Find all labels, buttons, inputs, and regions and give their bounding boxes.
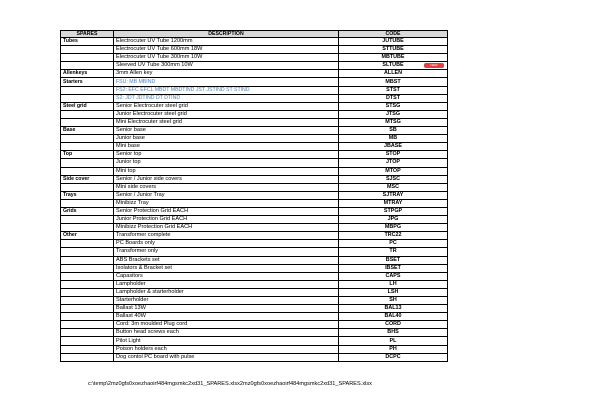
description-cell: PC Boards only [114,240,339,248]
section-cell: Starters [61,78,114,86]
header-row [61,31,448,38]
description-cell: Ballast 40W [114,313,339,321]
code-text: BSET [385,256,401,263]
code-text: DTST [385,94,401,101]
code-text: JBASE [384,143,402,150]
code-cell [339,110,448,118]
code-text: STOP [385,151,401,158]
table-row [61,224,448,232]
code-text: PH [389,345,397,352]
table-row [61,337,448,345]
section-cell [61,329,114,337]
code-text: BAL13 [384,305,402,312]
code-cell [339,167,448,175]
code-cell [339,70,448,78]
table-row [61,70,448,78]
description-cell: Sleeved UV Tube 300mm 10W [114,62,339,70]
code-text: SLTUBE [382,62,404,69]
section-cell [61,305,114,313]
code-cell [339,102,448,110]
code-cell [339,248,448,256]
description-cell: Minibizz Protection Grid EACH [114,224,339,232]
section-cell [61,272,114,280]
table-row [61,159,448,167]
description-cell: Senior Protection Grid EACH [114,207,339,215]
section-cell [61,54,114,62]
section-cell [61,143,114,151]
description-cell: S2: JDT JDTIND DT DTIND [114,94,339,102]
description-cell: Junior top [114,159,339,167]
code-text: PL [389,337,397,344]
section-cell: Tubes [61,38,114,46]
description-cell: Ballast 13W [114,305,339,313]
description-cell: Junior base [114,135,339,143]
description-cell: Lampholder [114,280,339,288]
header-description: DESCRIPTION [114,31,339,38]
code-cell [339,264,448,272]
code-text: JPG [387,216,399,223]
table-row [61,232,448,240]
code-text: STST [386,86,400,93]
code-cell [339,321,448,329]
section-cell [61,216,114,224]
section-cell [61,110,114,118]
code-cell [339,118,448,126]
description-cell: Poison holders each [114,345,339,353]
table-row [61,297,448,305]
description-cell: Transformer complete [114,232,339,240]
table-row [61,199,448,207]
section-cell [61,321,114,329]
code-text: CORD [385,321,401,328]
code-text: SJTRAY [382,191,404,198]
table-row [61,272,448,280]
section-cell [61,199,114,207]
description-cell: Minibizz Tray [114,199,339,207]
table-row [61,46,448,54]
code-text: PC [389,240,397,247]
table-row [61,143,448,151]
section-cell [61,240,114,248]
header-spares: SPARES [61,31,114,38]
code-text: MSC [387,183,399,190]
section-cell [61,86,114,94]
description-cell: Senior top [114,151,339,159]
code-cell [339,62,448,70]
table-row [61,94,448,102]
description-cell: Lampholder & starterholder [114,288,339,296]
description-cell: Senior / Junior side covers [114,175,339,183]
section-cell: Trays [61,191,114,199]
file-path-footer: c:\temp\2mz0gfs0xoezhaoirf484mgsmkc2xd31_SPARES.xlsx2mz0gfs0xoezhaoirf484mgsmkc2xd31_SPARES.xlsx [88,381,372,387]
table-body [61,38,448,362]
code-cell [339,46,448,54]
table-row [61,167,448,175]
code-cell [339,337,448,345]
code-cell [339,38,448,46]
table-row [61,183,448,191]
section-cell: Other [61,232,114,240]
code-text: MBST [385,78,401,85]
description-cell: Isolators & Bracket set [114,264,339,272]
code-cell [339,151,448,159]
code-cell [339,207,448,215]
description-cell: Junior Protection Grid EACH [114,216,339,224]
table-row [61,62,448,70]
description-cell: Mini side covers [114,183,339,191]
description-cell: Mini Electrocuter steel grid [114,118,339,126]
code-text: BHS [387,329,399,336]
table-row [61,207,448,215]
code-cell [339,232,448,240]
code-cell [339,94,448,102]
description-cell: Pilot Light [114,337,339,345]
table-row [61,329,448,337]
section-cell [61,167,114,175]
table-row [61,256,448,264]
table-row [61,86,448,94]
table-row [61,345,448,353]
code-text: MB [388,135,398,142]
code-text: TR [389,248,397,255]
code-text: STPGP [383,208,403,215]
table-row [61,240,448,248]
section-cell [61,353,114,361]
table-row [61,264,448,272]
section-cell [61,264,114,272]
description-cell: Cord: 3m moulded Plug cord [114,321,339,329]
description-cell: FSU: MB MBIND [114,78,339,86]
code-text: LH [389,280,397,287]
description-cell: Mini base [114,143,339,151]
code-text: JTSG [385,110,401,117]
table-row [61,313,448,321]
table-row [61,175,448,183]
code-cell [339,224,448,232]
code-text: LSH [387,288,399,295]
section-cell [61,94,114,102]
section-cell [61,345,114,353]
code-cell [339,313,448,321]
code-cell [339,345,448,353]
code-cell [339,256,448,264]
table-row [61,118,448,126]
code-cell [339,297,448,305]
code-text: BAL40 [384,313,402,320]
description-cell: Capasitors [114,272,339,280]
section-cell [61,159,114,167]
code-cell [339,78,448,86]
code-cell [339,288,448,296]
code-cell [339,143,448,151]
table-row [61,248,448,256]
code-text: CAPS [385,272,401,279]
spares-sheet [60,30,447,362]
description-cell: Electrocuter UV Tube 300mm 10W [114,54,339,62]
table-row [61,151,448,159]
description-cell: Senior Electrocuter steel grid [114,102,339,110]
description-cell: ABS Brackets set [114,256,339,264]
code-text: STTUBE [382,46,404,53]
code-text: MTSG [385,118,401,125]
description-cell: 3mm Allen key [114,70,339,78]
spares-table [60,30,448,362]
description-cell: Mini top [114,167,339,175]
code-text: MBPG [384,224,402,231]
section-cell [61,118,114,126]
section-cell [61,224,114,232]
table-row [61,110,448,118]
code-cell [339,175,448,183]
code-text: JUTUBE [382,38,404,45]
code-text: IBSET [385,264,401,271]
description-cell: Button head screws each [114,329,339,337]
code-text: DCPC [385,353,401,360]
new-badge: NEW [424,63,444,68]
table-row [61,280,448,288]
description-cell: Senior / Junior Tray [114,191,339,199]
code-text: ALLEN [384,70,402,77]
table-row [61,305,448,313]
table-row [61,54,448,62]
section-cell [61,248,114,256]
code-cell [339,191,448,199]
code-cell [339,127,448,135]
description-cell: FS2: EFC EFCL MBDT MBDTIND JST JSTIND ST STIND [114,86,339,94]
code-text: SJSC [385,175,401,182]
section-cell [61,288,114,296]
table-row [61,38,448,46]
code-cell [339,353,448,361]
table-row [61,353,448,361]
description-cell: Senior base [114,127,339,135]
section-cell [61,337,114,345]
description-cell: Transformer only [114,248,339,256]
description-cell: Electrocuter UV Tube 1200mm [114,38,339,46]
code-cell [339,199,448,207]
code-cell [339,159,448,167]
code-text: MTOP [385,167,401,174]
section-cell [61,256,114,264]
section-cell: Side cover [61,175,114,183]
code-cell [339,329,448,337]
code-text: MTRAY [383,199,403,206]
section-cell: Steel grid [61,102,114,110]
code-cell [339,272,448,280]
code-cell [339,183,448,191]
description-cell: Junior Electrocuter steel grid [114,110,339,118]
code-text: JTOP [386,159,400,166]
code-cell [339,240,448,248]
section-cell: Base [61,127,114,135]
description-cell: Electrocuter UV Tube 600mm 18W [114,46,339,54]
section-cell [61,313,114,321]
section-cell [61,280,114,288]
header-code: CODE [339,31,448,38]
section-cell [61,46,114,54]
description-cell: Starterholder [114,297,339,305]
section-cell [61,183,114,191]
code-cell [339,135,448,143]
section-cell [61,297,114,305]
code-text: SB [389,127,397,134]
table-row [61,288,448,296]
code-text: STSG [385,102,401,109]
section-cell [61,135,114,143]
table-row [61,216,448,224]
table-row [61,321,448,329]
section-cell: Allenkeys [61,70,114,78]
code-text: TRC22 [384,232,402,239]
table-row [61,127,448,135]
code-text: MBTUBE [381,54,405,61]
code-cell [339,54,448,62]
table-row [61,78,448,86]
code-cell [339,86,448,94]
table-row [61,135,448,143]
section-cell: Grids [61,207,114,215]
code-cell [339,280,448,288]
table-row [61,102,448,110]
code-text: SH [389,297,397,304]
section-cell [61,62,114,70]
code-cell [339,216,448,224]
table-row [61,191,448,199]
section-cell: Top [61,151,114,159]
description-cell: Dog contol PC board with pulse [114,353,339,361]
code-cell [339,305,448,313]
